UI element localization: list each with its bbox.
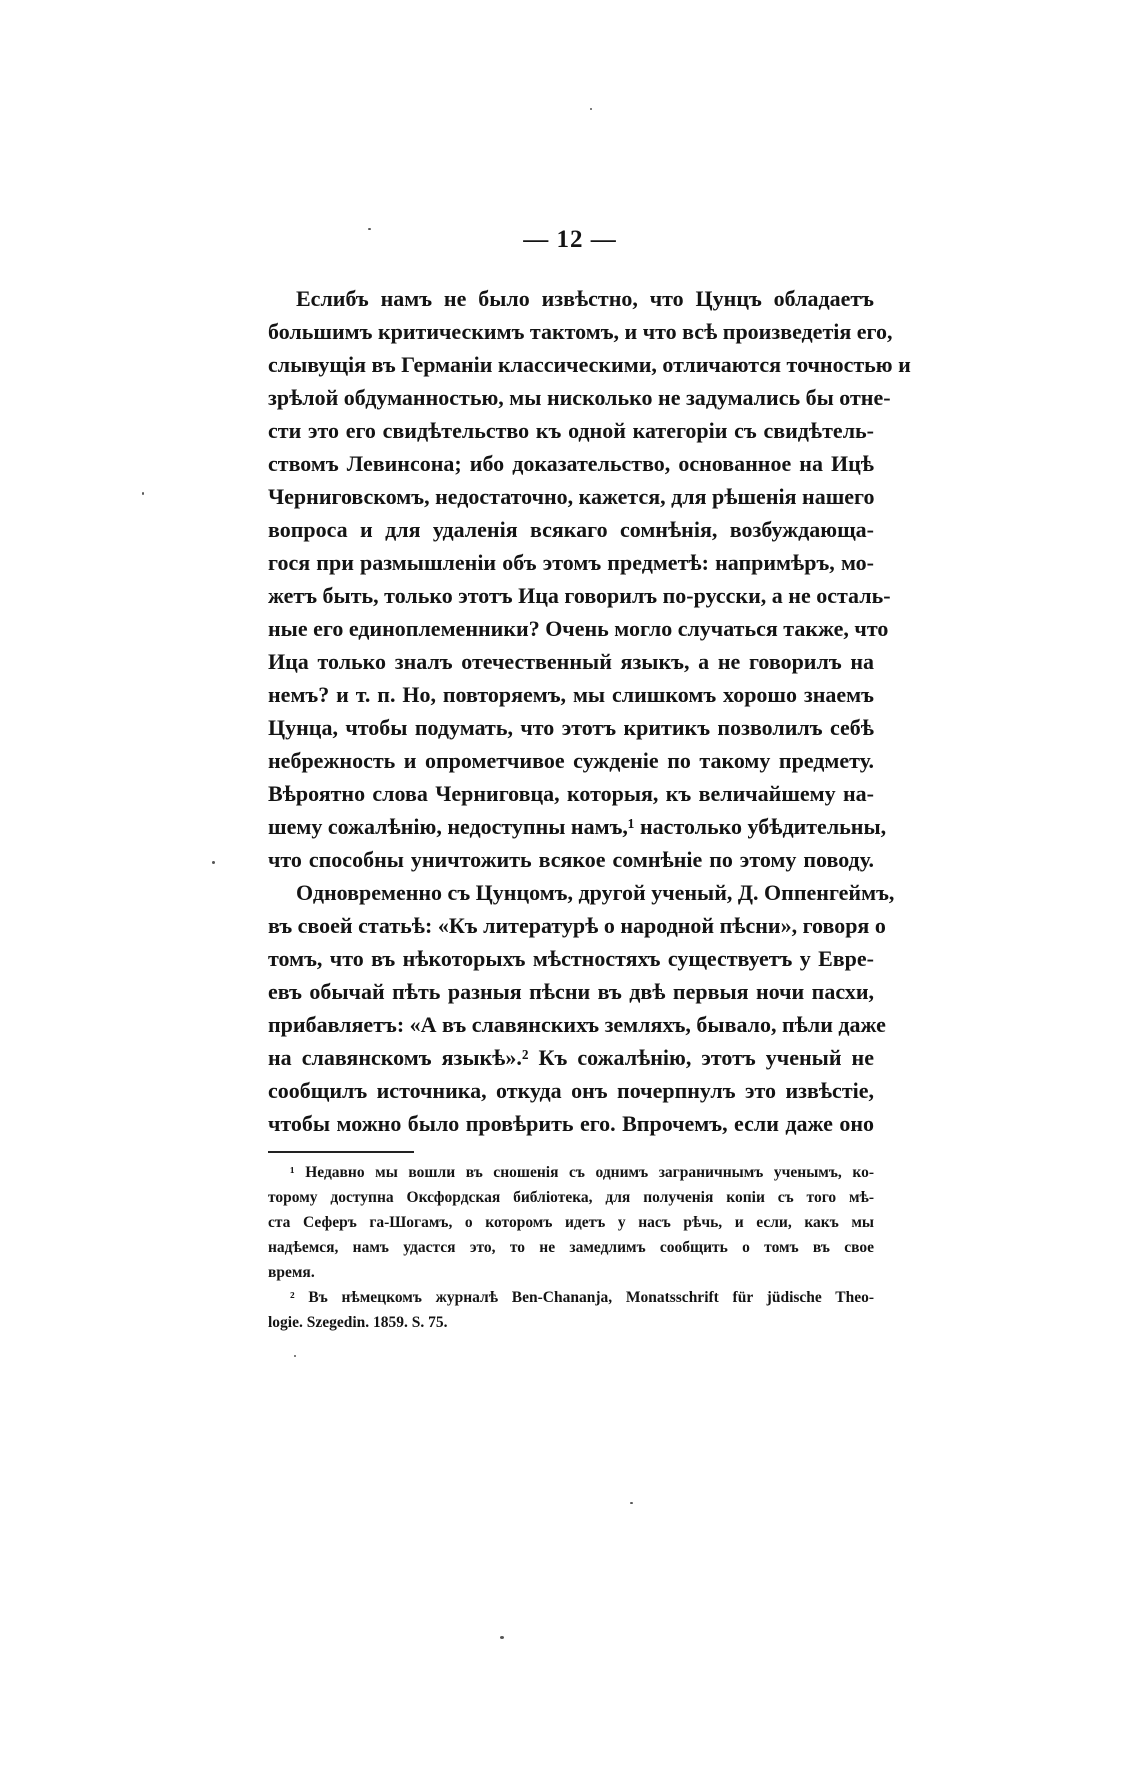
text-line: на славянскомъ языкѣ».² Къ сожалѣнію, этотъ ученый не <box>268 1045 874 1070</box>
footnote-divider <box>268 1151 414 1153</box>
scan-speck <box>590 108 592 110</box>
text-line: Цунца, чтобы подумать, что этотъ критикъ позволилъ себѣ <box>268 715 874 740</box>
text-line: евъ обычай пѣть разныя пѣсни въ двѣ первыя ночи пасхи, <box>268 979 874 1004</box>
footnote-line: время. <box>268 1264 315 1281</box>
text-line: зрѣлой обдуманностью, мы нисколько не задумались бы отне- <box>268 385 891 410</box>
footnote-line: logie. Szegedin. 1859. S. 75. <box>268 1314 448 1331</box>
footnotes <box>268 1160 874 1335</box>
footnote-line: ста Сеферъ га-Шогамъ, о которомъ идетъ у насъ рѣчь, и если, какъ мы <box>268 1214 874 1231</box>
scan-speck <box>368 228 371 230</box>
text-line: ные его единоплеменники? Очень могло случаться также, что <box>268 616 889 641</box>
text-line: гося при размышленіи объ этомъ предметѣ: напримѣръ, мо- <box>268 550 874 575</box>
text-line: жетъ быть, только этотъ Ица говорилъ по-русски, а не осталь- <box>268 583 891 608</box>
text-line: Черниговскомъ, недостаточно, кажется, для рѣшенія нашего <box>268 484 875 509</box>
text-line: прибавляетъ: «А въ славянскихъ земляхъ, бывало, пѣли даже <box>268 1012 886 1037</box>
text-line: Одновременно съ Цунцомъ, другой ученый, Д. Оппенгеймъ, <box>296 880 895 905</box>
text-line: Вѣроятно слова Черниговца, которыя, къ величайшему на- <box>268 781 874 806</box>
text-line: слывущія въ Германіи классическими, отличаются точностью и <box>268 352 911 377</box>
text-line: Ица только зналъ отечественный языкъ, а не говорилъ на <box>268 649 874 674</box>
text-line: ствомъ Левинсона; ибо доказательство, основанное на Ицѣ <box>268 451 874 476</box>
text-line: Еслибъ намъ не было извѣстно, что Цунцъ обладаетъ <box>296 286 874 311</box>
footnote-line: ¹ Недавно мы вошли въ сношенія съ однимъ заграничнымъ ученымъ, ко- <box>290 1164 874 1181</box>
page-number: — 12 — <box>523 226 617 253</box>
footnote-line: ² Въ нѣмецкомъ журналѣ Ben-Chananja, Monatsschrift für jüdische Theo- <box>290 1289 874 1306</box>
text-line: большимъ критическимъ тактомъ, и что всѣ произведетія его, <box>268 319 893 344</box>
scan-speck <box>142 492 144 495</box>
footnote-line: торому доступна Оксфордская библіотека, для полученія копіи съ того мѣ- <box>268 1189 874 1206</box>
text-line: вопроса и для удаленія всякаго сомнѣнія, возбуждающа- <box>268 517 874 542</box>
text-line: что способны уничтожить всякое сомнѣніе по этому поводу. <box>268 847 874 872</box>
scan-speck <box>630 1502 633 1504</box>
text-line: сообщилъ источника, откуда онъ почерпнулъ это извѣстіе, <box>268 1078 874 1103</box>
text-line: шему сожалѣнію, недоступны намъ,¹ настолько убѣдительны, <box>268 814 887 839</box>
text-line: томъ, что въ нѣкоторыхъ мѣстностяхъ существуетъ у Евре- <box>268 946 874 971</box>
text-line: въ своей статьѣ: «Къ литературѣ о народной пѣсни», говоря о <box>268 913 886 938</box>
scan-speck <box>294 1355 296 1357</box>
text-line: чтобы можно было провѣрить его. Впрочемъ, если даже оно <box>268 1111 874 1136</box>
body-text <box>268 282 911 1140</box>
text-line: небрежность и опрометчивое сужденіе по такому предмету. <box>268 748 874 773</box>
scan-speck <box>212 861 215 864</box>
text-line: сти это его свидѣтельство къ одной категоріи съ свидѣтель- <box>268 418 874 443</box>
scan-speck <box>500 1636 504 1639</box>
footnote-line: надѣемся, намъ удастся это, то не замедлимъ сообщить о томъ въ свое <box>268 1239 874 1256</box>
text-line: немъ? и т. п. Но, повторяемъ, мы слишкомъ хорошо знаемъ <box>268 682 874 707</box>
